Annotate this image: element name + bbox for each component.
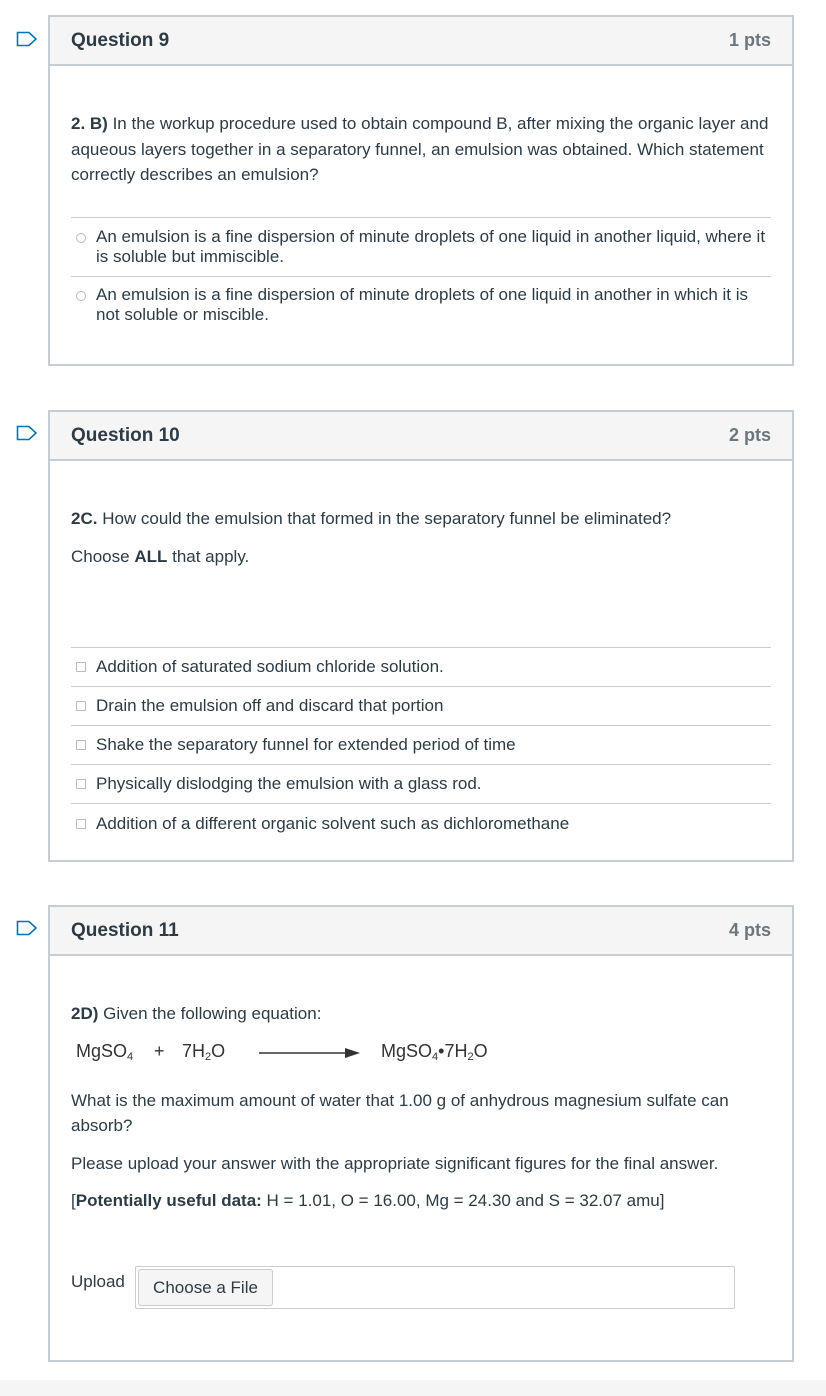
question-header — [50, 907, 792, 956]
question-header — [50, 17, 792, 66]
prompt-text: In the workup procedure used to obtain compound B, after mixing the organic layer and aqueous layers together in a separatory funnel, an emulsion was obtained. Which statement correctly describes an emulsion? — [71, 114, 769, 184]
prompt-text: How could the emulsion that formed in the separatory funnel be eliminated? — [97, 509, 672, 528]
question-10 — [48, 410, 794, 862]
prompt-text: Given the following equation: — [98, 1004, 322, 1023]
prompt-label: 2. B) — [71, 114, 108, 133]
question-prompt — [71, 66, 771, 188]
equation-reactant-2: $7H_2O$ — [182, 1041, 226, 1063]
prompt-label: 2D) — [71, 1004, 99, 1023]
checkbox[interactable] — [76, 740, 86, 750]
equation-plus: + — [154, 1041, 165, 1061]
question-title: Question 9 — [71, 29, 170, 51]
answer-text: Drain the emulsion off and discard that portion — [96, 696, 444, 715]
question-title: Question 11 — [71, 919, 179, 941]
choose-all: ALL — [134, 546, 168, 566]
answer-text: Addition of a different organic solvent such as dichloromethane — [96, 813, 570, 833]
question-body — [50, 461, 792, 843]
answer-text: An emulsion is a fine dispersion of minute droplets of one liquid in another in which it is not soluble or miscible. — [96, 284, 749, 324]
flag-question-icon[interactable] — [16, 31, 38, 47]
data-values: H = 1.01, O = 16.00, Mg = 24.30 and S = 32.07 amu] — [261, 1191, 665, 1210]
checkbox[interactable] — [76, 779, 86, 789]
answer-text: Shake the separatory funnel for extended period of time — [96, 735, 516, 754]
question-body — [50, 66, 792, 337]
checkbox[interactable] — [76, 819, 86, 829]
equation-reactant-1: MgSO$_4$ — [76, 1041, 134, 1063]
question-points: 1 pts — [728, 30, 771, 50]
radio-button[interactable] — [76, 291, 86, 301]
reaction-arrow-icon — [259, 1047, 361, 1059]
choose-instruction — [71, 544, 771, 570]
answer-option[interactable] — [71, 726, 771, 765]
choose-suffix: that apply. — [167, 546, 250, 566]
flag-question-icon[interactable] — [16, 425, 38, 441]
file-upload-field[interactable] — [135, 1266, 735, 1309]
question-prompt — [71, 956, 771, 1027]
answer-list — [71, 647, 771, 843]
question-paragraph: What is the maximum amount of water that 1.00 g of anhydrous magnesium sulfate can absorb? — [71, 1090, 729, 1135]
question-prompt — [71, 461, 771, 532]
answer-text: An emulsion is a fine dispersion of minute droplets of one liquid in another liquid, where it is soluble but immiscible. — [96, 226, 766, 266]
question-11 — [48, 905, 794, 1362]
equation-product: $MgSO_4•7H_2O$ — [381, 1041, 488, 1063]
answer-option[interactable] — [71, 687, 771, 726]
upload-label: Upload — [71, 1272, 125, 1291]
data-label: Potentially useful data: — [75, 1191, 262, 1210]
useful-data — [71, 1188, 771, 1214]
answer-list — [71, 217, 771, 337]
answer-text: Physically dislodging the emulsion with a glass rod. — [96, 774, 482, 793]
data-bracket: [ — [71, 1191, 76, 1210]
question-title: Question 10 — [71, 424, 180, 446]
chemical-equation — [76, 1041, 536, 1065]
question-paragraph: Please upload your answer with the appropriate significant figures for the final answer. — [71, 1153, 719, 1173]
answer-option[interactable] — [71, 218, 771, 277]
answer-text: Addition of saturated sodium chloride solution. — [96, 657, 444, 676]
flag-question-icon[interactable] — [16, 920, 38, 936]
question-points: 2 pts — [728, 425, 771, 445]
question-header — [50, 412, 792, 461]
answer-option[interactable] — [71, 648, 771, 687]
radio-button[interactable] — [76, 233, 86, 243]
checkbox[interactable] — [76, 701, 86, 711]
answer-option[interactable] — [71, 804, 771, 843]
question-9 — [48, 15, 794, 366]
prompt-label: 2C. — [71, 509, 98, 528]
answer-option[interactable] — [71, 277, 771, 337]
checkbox[interactable] — [76, 662, 86, 672]
question-body — [50, 956, 792, 1360]
choose-prefix: Choose — [71, 546, 135, 566]
answer-option[interactable] — [71, 765, 771, 804]
question-points: 4 pts — [728, 920, 771, 940]
choose-file-button[interactable]: Choose a File — [138, 1269, 273, 1306]
